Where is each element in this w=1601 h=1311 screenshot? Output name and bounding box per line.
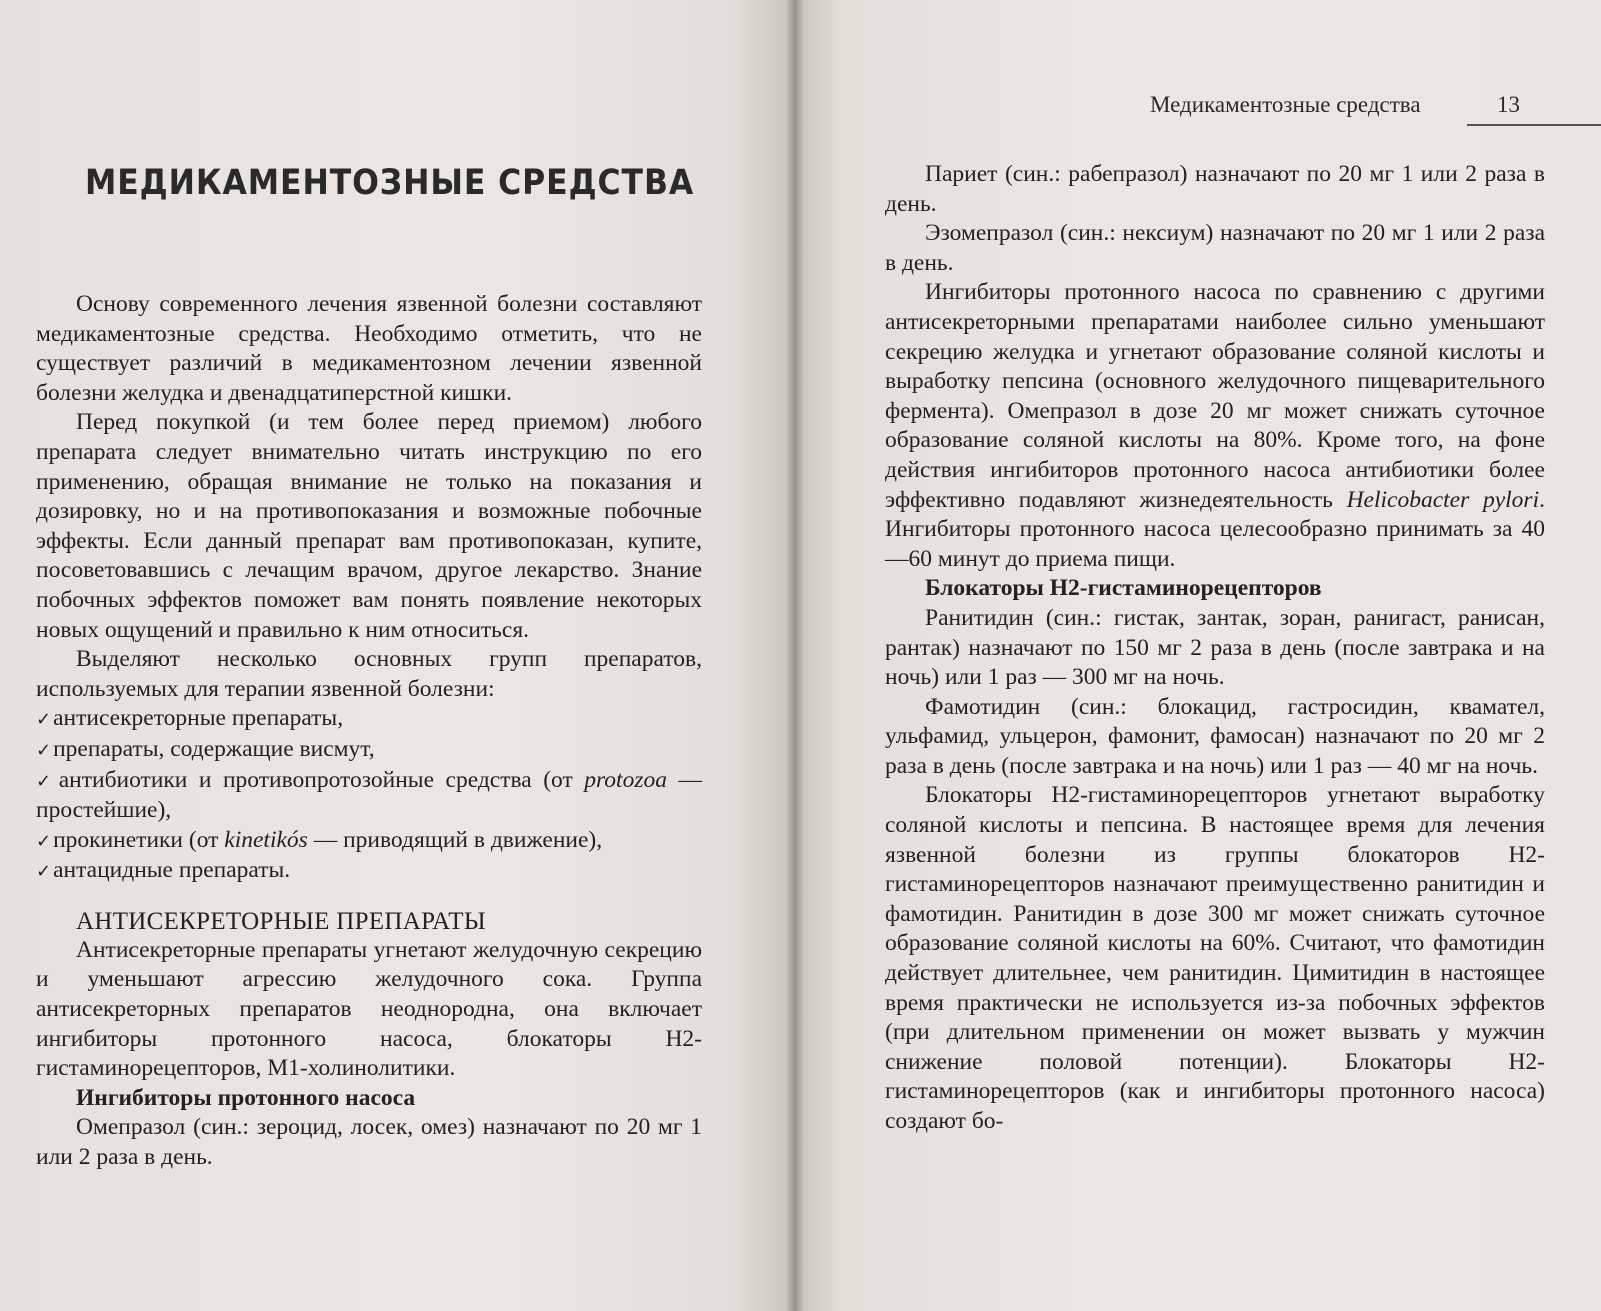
subheading: Ингибиторы протонного насоса xyxy=(76,1084,416,1111)
checkmark-icon: ✓ xyxy=(36,770,57,792)
list-item: ✓антибиотики и противопротозойные средства (от protozoa — простейшие), xyxy=(36,766,702,824)
list-item: ✓препараты, содержащие висмут, xyxy=(36,735,375,762)
book-spine xyxy=(786,0,804,1311)
left-page xyxy=(0,0,795,1311)
checkmark-icon: ✓ xyxy=(36,709,52,731)
checkmark-icon: ✓ xyxy=(36,830,52,852)
paragraph: Эзомепразол (син.: нексиум) назначают по 20 мг 1 или 2 раза в день. xyxy=(885,220,1545,276)
running-head: Медикаментозные средства xyxy=(1150,92,1421,117)
paragraph: Блокаторы Н2-гистаминорецепторов угнетают выработку соляной кислоты и пепсина. В настоящее время для лечения язвенной болезни из группы блокаторов Н2-гистаминорецепторов назначают преимущественно ранитидин и фамотидин. Ранитидин в дозе 300 мг может снижать суточное образование соляной кислоты на 60%. Считают, что фамотидин действует длительнее, чем ранитидин. Цимитидин в настоящее время практически не используется из-за побочных эффектов (при длительном применении он может вызвать у мужчин снижение половой потенции). Блокаторы Н2-гистаминорецепторов (как и ингибиторы протонного насоса) создают бо- xyxy=(885,782,1545,1134)
subheading: Блокаторы Н2-гистаминорецепторов xyxy=(925,575,1322,602)
paragraph: Выделяют несколько основных групп препаратов, используемых для терапии язвенной болезни: xyxy=(36,646,702,702)
page-number: 13 xyxy=(1497,92,1520,117)
left-text-column xyxy=(36,290,702,1173)
checkmark-icon: ✓ xyxy=(36,861,52,883)
paragraph: Ингибиторы протонного насоса по сравнению с другими антисекреторными препаратами наиболее сильно уменьшают секрецию желудка и угнетают образование соляной кислоты и выработку пепсина (основного желудочного пищеварительного фермента). Омепразол в дозе 20 мг может снижать суточное образование соляной кислоты на 80%. Кроме того, на фоне действия ингибиторов протонного насоса антибиотики более эффективно подавляют жизнедеятельность Helicobacter pylori. Ингибиторы протонного насоса целесообразно принимать за 40—60 минут до приема пищи. xyxy=(885,279,1545,572)
chapter-title: МЕДИКАМЕНТОЗНЫЕ СРЕДСТВА xyxy=(85,163,695,203)
checkmark-icon: ✓ xyxy=(36,739,52,761)
paragraph: Омепразол (син.: зероцид, лосек, омез) назначают по 20 мг 1 или 2 раза в день. xyxy=(36,1114,702,1171)
header-rule xyxy=(1467,124,1601,126)
paragraph: Ранитидин (син.: гистак, зантак, зоран, ранигаст, ранисан, рантак) назначают по 150 мг 2 раза в день (после завтрака и на ночь) или 1 раз — 300 мг на ночь. xyxy=(885,604,1545,691)
paragraph: Основу современного лечения язвенной болезни составляют медикаментозные средства. Необходимо отметить, что не существует различий в медикаментозном лечении язвенной болезни желудка и двенадцатиперстной кишки. xyxy=(36,291,702,406)
right-text-column xyxy=(885,160,1545,1137)
paragraph: Перед покупкой (и тем более перед приемом) любого препарата следует внимательно читать инструкцию по его применению, обращая внимание не только на показания и дозировку, но и на противопоказания и возможные побочные эффекты. Если данный препарат вам противопоказан, купите, посоветовавшись с лечащим врачом, другое лекарство. Знание побочных эффектов поможет вам понять появление некоторых новых ощущений и правильно к ним относиться. xyxy=(36,409,702,643)
list-item: ✓антисекреторные препараты, xyxy=(36,705,344,732)
section-heading: АНТИСЕКРЕТОРНЫЕ ПРЕПАРАТЫ xyxy=(76,907,486,935)
paragraph: Фамотидин (син.: блокацид, гастросидин, квамател, ульфамид, ульцерон, фамонит, фамосан) назначают по 20 мг 2 раза в день (после завтрака и на ночь) или 1 раз — 40 мг на ночь. xyxy=(885,693,1545,779)
list-item: ✓прокинетики (от kinetikós — приводящий в движение), xyxy=(36,826,603,853)
list-item: ✓антацидные препараты. xyxy=(36,857,291,884)
paragraph: Париет (син.: рабепразол) назначают по 20 мг 1 или 2 раза в день. xyxy=(885,161,1545,217)
drug-groups-list xyxy=(36,704,702,887)
paragraph: Антисекреторные препараты угнетают желудочную секрецию и уменьшают агрессию желудочного сока. Группа антисекреторных препаратов неоднородна, она включает ингибиторы протонного насоса, блокаторы Н2-гистаминорецепторов, М1-холинолитики. xyxy=(36,936,702,1082)
